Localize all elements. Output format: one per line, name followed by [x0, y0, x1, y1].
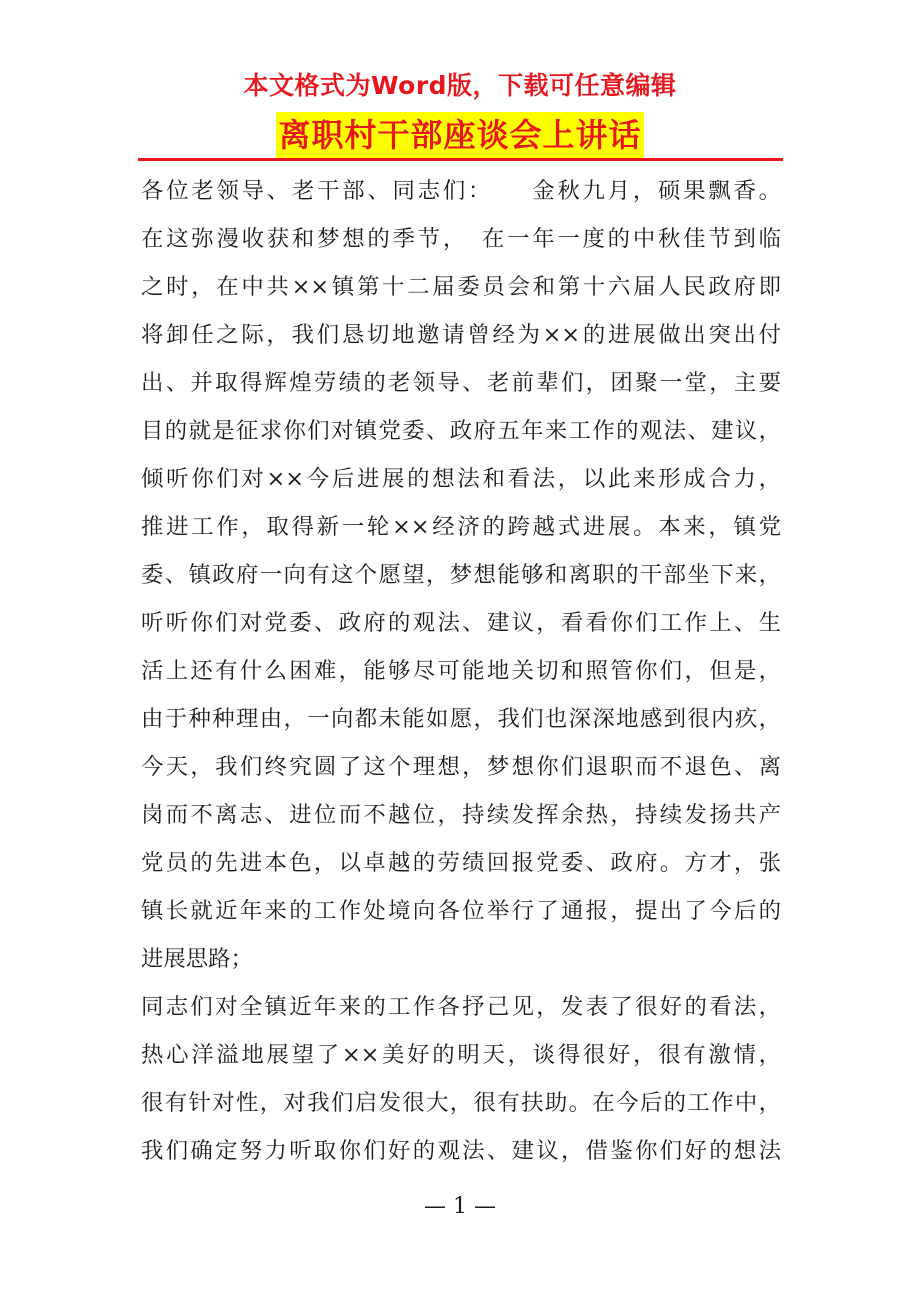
text-line: 今天，我们终究圆了这个理想，梦想你们退职而不退色、离: [141, 754, 781, 780]
document-title: 离职村干部座谈会上讲话: [276, 112, 643, 158]
text-line: 出、并取得辉煌劳绩的老领导、老前辈们，团聚一堂，主要: [141, 370, 781, 396]
text-line: 很有针对性，对我们启发很大，很有扶助。在今后的工作中，: [141, 1090, 781, 1116]
text-line: 党员的先进本色，以卓越的劳绩回报党委、政府。方才，张: [141, 850, 781, 876]
text-line: 听听你们对党委、政府的观法、建议，看看你们工作上、生: [141, 610, 781, 636]
body-text: [141, 167, 781, 1175]
title-wrap: [0, 112, 920, 158]
text-line: 岗而不离志、进位而不越位，持续发挥余热，持续发扬共产: [141, 802, 781, 828]
text-line: 之时，在中共××镇第十二届委员会和第十六届人民政府即: [141, 274, 781, 300]
page-number: — 1 —: [424, 1194, 496, 1219]
text-line: 进展思路；: [141, 946, 253, 972]
text-line: 各位老领导、老干部、同志们： 金秋九月，硕果飘香。: [141, 178, 781, 204]
text-line: 推进工作，取得新一轮××经济的跨越式进展。本来，镇党: [141, 514, 781, 540]
text-line: 将卸任之际，我们恳切地邀请曾经为××的进展做出突出付: [141, 322, 781, 348]
text-line: 同志们对全镇近年来的工作各抒己见，发表了很好的看法，: [141, 994, 781, 1020]
text-line: 在这弥漫收获和梦想的季节， 在一年一度的中秋佳节到临: [141, 226, 781, 252]
text-line: 倾听你们对××今后进展的想法和看法，以此来形成合力，: [141, 466, 781, 492]
download-banner: 本文格式为Word版，下载可任意编辑: [243, 71, 677, 100]
text-line: 热心洋溢地展望了××美好的明天，谈得很好，很有激情，: [141, 1042, 781, 1068]
text-line: 由于种种理由，一向都未能如愿，我们也深深地感到很内疚，: [141, 706, 781, 732]
title-divider: [138, 158, 783, 161]
text-line: 镇长就近年来的工作处境向各位举行了通报，提出了今后的: [141, 898, 781, 924]
text-line: 目的就是征求你们对镇党委、政府五年来工作的观法、建议，: [141, 418, 781, 444]
text-line: 委、镇政府一向有这个愿望，梦想能够和离职的干部坐下来，: [141, 562, 781, 588]
text-line: 活上还有什么困难，能够尽可能地关切和照管你们，但是，: [141, 658, 781, 684]
text-line: 我们确定努力听取你们好的观法、建议，借鉴你们好的想法: [141, 1138, 781, 1164]
